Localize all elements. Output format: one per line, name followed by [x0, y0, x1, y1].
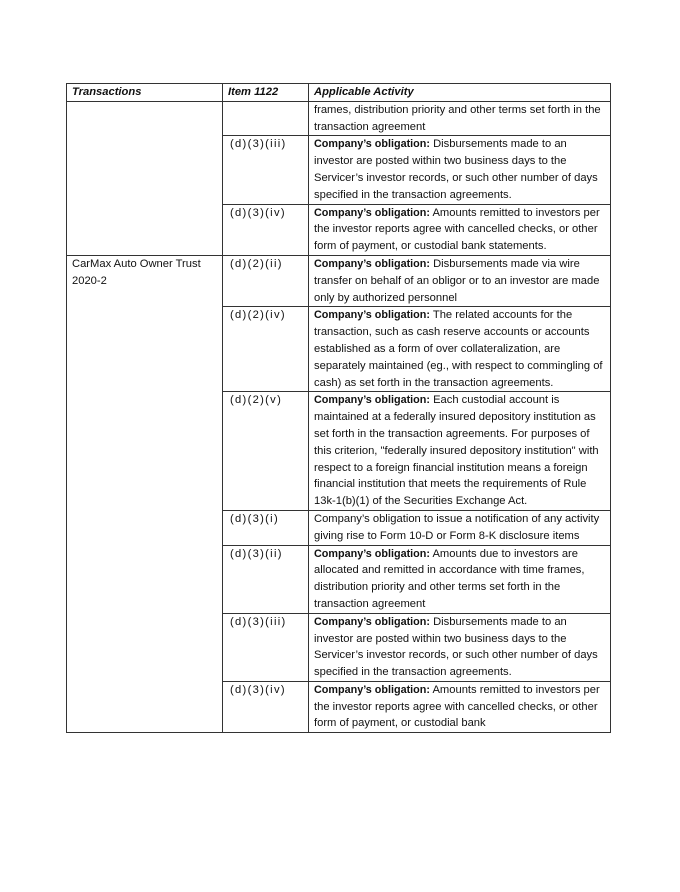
obligation-label: Company’s obligation:: [314, 547, 430, 560]
obligation-label: Company’s obligation:: [314, 683, 430, 696]
transaction-cell-continued: [67, 101, 223, 255]
item-cell: (d)(2)(iv): [223, 307, 309, 392]
activity-text: Disbursements made via wire transfer on behalf of an obligor or to an investor are made only by authorized personnel: [314, 257, 600, 304]
obligation-label: Company’s obligation:: [314, 257, 430, 270]
activity-cell: [309, 204, 611, 255]
activity-text: Disbursements made to an investor are posted within two business days to the Servicer’s investor records, or such other number of days specified in the transaction agreements.: [314, 138, 598, 201]
item-cell: (d)(2)(ii): [223, 255, 309, 306]
activity-cell: [309, 392, 611, 511]
item-cell: (d)(3)(i): [223, 510, 309, 545]
activity-text: Amounts remitted to investors per the investor reports agree with cancelled checks, or other form of payment, or custodial bank statements.: [314, 206, 600, 253]
activity-text: The related accounts for the transaction, such as cash reserve accounts or accounts established as a form of over collateralization, are separately maintained (eg., with respect to commingling of cash) as set forth in the transaction agreements.: [314, 309, 603, 389]
obligations-table: [66, 83, 611, 733]
activity-cell: [309, 136, 611, 204]
item-cell: [223, 101, 309, 136]
item-cell: (d)(3)(iii): [223, 136, 309, 204]
obligation-label: Company’s obligation:: [314, 138, 430, 151]
activity-cell: [309, 681, 611, 732]
item-cell: (d)(3)(iv): [223, 681, 309, 732]
activity-text: Amounts due to investors are allocated and remitted in accordance with time frames, distribution priority and other terms set forth in the transaction agreement: [314, 547, 585, 610]
header-item-1122: Item 1122: [223, 84, 309, 102]
activity-text: Amounts remitted to investors per the investor reports agree with cancelled checks, or other form of payment, or custodial bank: [314, 683, 600, 730]
activity-cell: [309, 510, 611, 545]
activity-cell: [309, 255, 611, 306]
obligation-label: Company’s obligation:: [314, 394, 430, 407]
activity-text: Each custodial account is maintained at a federally insured depository institution as set forth in the transaction agreements. For purposes of this criterion, "federally insured depository institution" with respect to a foreign financial institution means a foreign financial institution that meets the requirements of Rule 13k-1(b)(1) of the Securities Exchange Act.: [314, 394, 599, 508]
obligation-label: Company’s obligation:: [314, 615, 430, 628]
header-row: [67, 84, 611, 102]
transaction-cell: CarMax Auto Owner Trust 2020-2: [67, 255, 223, 732]
item-cell: (d)(3)(iv): [223, 204, 309, 255]
activity-cell: [309, 307, 611, 392]
obligation-label: Company’s obligation:: [314, 206, 430, 219]
activity-cell: [309, 545, 611, 613]
activity-cell: [309, 101, 611, 136]
obligation-label: Company’s obligation:: [314, 309, 430, 322]
activity-text: frames, distribution priority and other terms set forth in the transaction agreement: [314, 103, 601, 133]
table-row: [67, 255, 611, 306]
item-cell: (d)(3)(iii): [223, 613, 309, 681]
activity-text: Company’s obligation to issue a notification of any activity giving rise to Form 10-D or Form 8-K disclosure items: [314, 512, 600, 542]
item-cell: (d)(3)(ii): [223, 545, 309, 613]
item-cell: (d)(2)(v): [223, 392, 309, 511]
table-row: [67, 101, 611, 136]
header-applicable-activity: Applicable Activity: [309, 84, 611, 102]
activity-text: Disbursements made to an investor are posted within two business days to the Servicer’s investor records, or such other number of days specified in the transaction agreements.: [314, 615, 598, 679]
activity-cell: [309, 613, 611, 681]
header-transactions: Transactions: [67, 84, 223, 102]
